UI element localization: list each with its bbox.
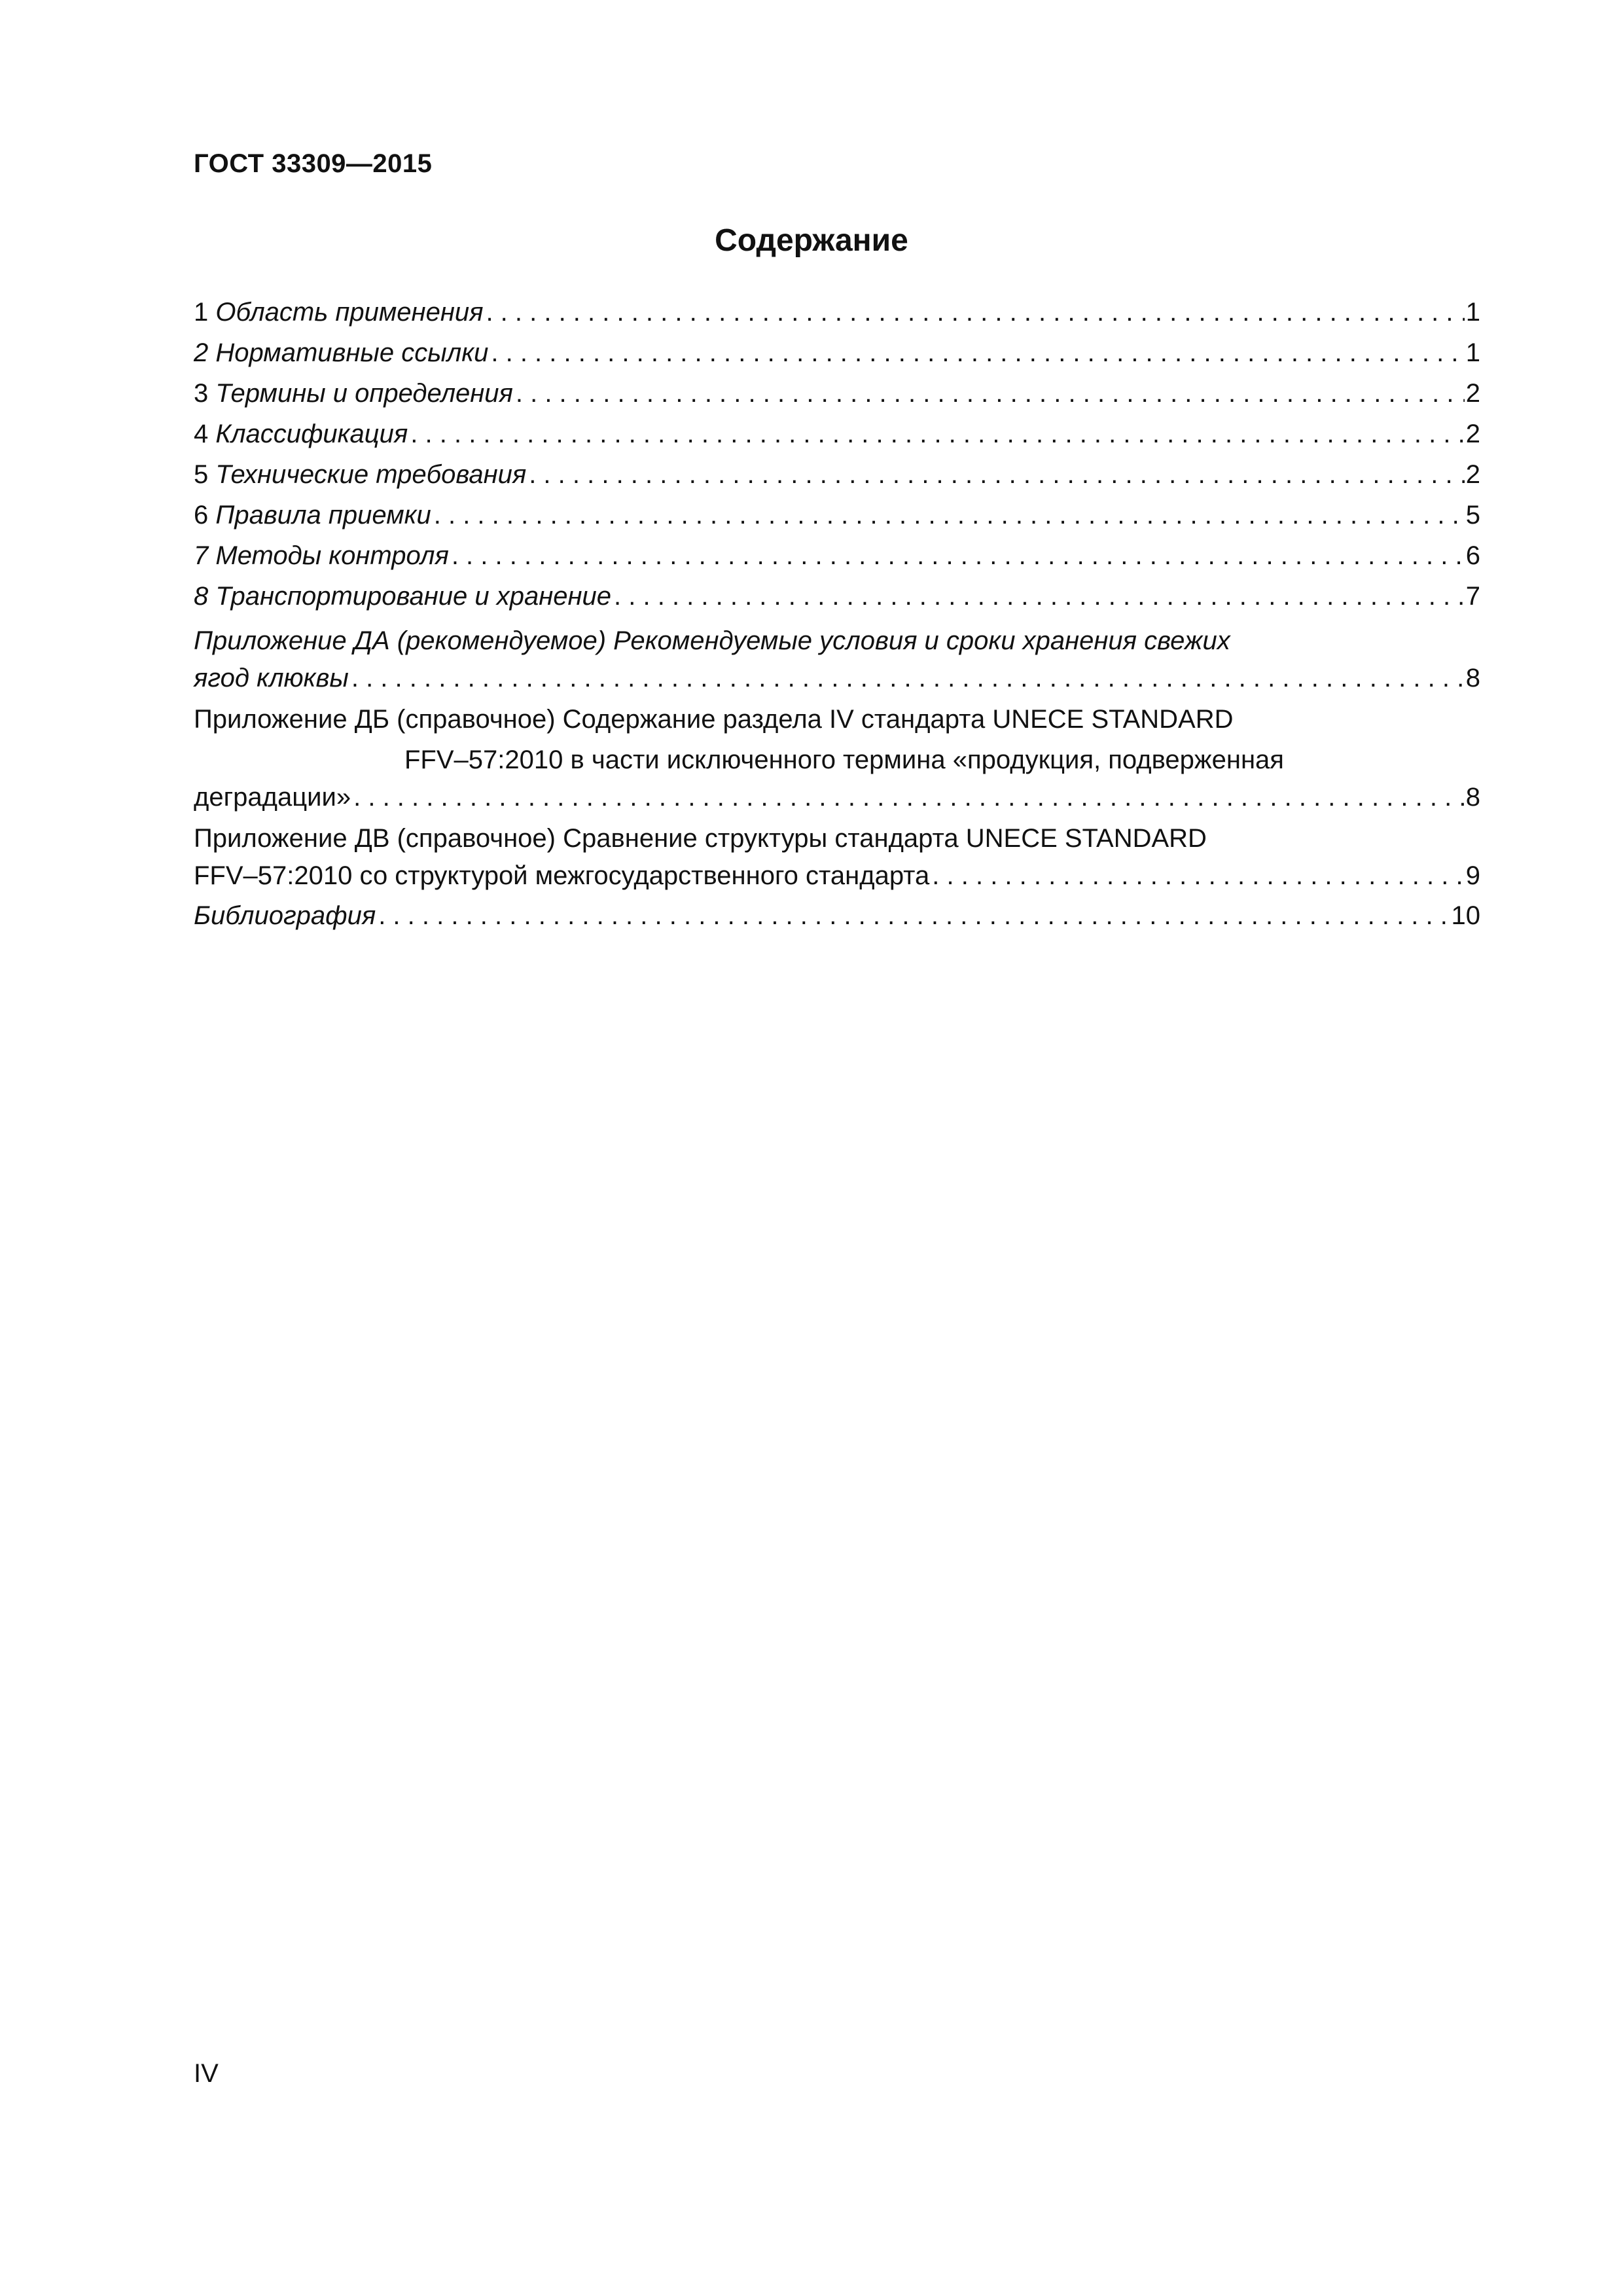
toc-entry-title: Нормативные ссылки [215,338,489,367]
appendix-title-line: FFV–57:2010 в части исключенного термина «продукция, подверженная [404,745,1284,774]
toc-entry-8[interactable] [194,576,1480,617]
toc-appendix-db[interactable] [194,699,1480,814]
toc-entry-page: 8 [1465,783,1480,812]
toc-entry-number: 4 [194,420,209,448]
toc-entry-number: 7 [194,541,209,570]
toc-entry-number: 6 [194,501,209,529]
toc-entry-2[interactable] [194,332,1480,373]
toc-entry-title: Библиография [194,901,376,930]
appendix-title-line: Приложение ДА (рекомендуемое) Рекомендуемые условия и сроки хранения свежих [194,626,1230,655]
leader-dots [353,780,1465,814]
toc-entry-page: 10 [1451,901,1480,930]
toc-entry-number: 8 [194,582,209,611]
toc-appendix-dv[interactable] [194,818,1480,893]
toc-entry-page: 1 [1465,338,1480,367]
leader-dots [516,373,1465,414]
toc-entry-3[interactable] [194,373,1480,414]
toc-entry-title: Область применения [215,298,484,327]
toc-entry-1[interactable] [194,292,1480,332]
table-of-contents [194,292,1480,936]
page-number: IV [194,2059,219,2088]
toc-title: Содержание [715,223,908,258]
leader-dots [410,414,1464,454]
toc-entry-page: 1 [1465,298,1480,327]
toc-entry-number: 3 [194,379,209,408]
toc-entry-title: Термины и определения [215,379,513,408]
leader-dots [486,292,1464,332]
leader-dots [529,454,1465,495]
appendix-title-last-line: ягод клюквы [194,664,349,692]
appendix-title-last-line: FFV–57:2010 со структурой межгосударственного стандарта [194,861,930,890]
leader-dots [452,535,1465,576]
appendix-title-line: Приложение ДБ (справочное) Содержание раздела IV стандарта UNECE STANDARD [194,705,1234,734]
toc-entry-5[interactable] [194,454,1480,495]
leader-dots [351,661,1465,695]
toc-entry-page: 2 [1465,379,1480,408]
leader-dots [434,495,1465,535]
document-code: ГОСТ 33309—2015 [194,149,433,178]
toc-entry-number: 5 [194,460,209,489]
toc-entry-page: 7 [1465,582,1480,611]
leader-dots [491,332,1464,373]
toc-entry-title: Транспортирование и хранение [215,582,612,611]
toc-entry-page: 2 [1465,420,1480,448]
appendix-title-last-line: деградации» [194,783,351,812]
toc-entry-title: Методы контроля [215,541,449,570]
appendix-title-line: Приложение ДВ (справочное) Сравнение структуры стандарта UNECE STANDARD [194,824,1207,853]
toc-entry-number: 2 [194,338,209,367]
toc-entry-number: 1 [194,298,209,327]
toc-entry-bibliography[interactable] [194,895,1480,936]
toc-entry-page: 9 [1465,861,1480,890]
toc-entry-title: Правила приемки [215,501,431,529]
toc-entry-page: 2 [1465,460,1480,489]
toc-entry-title: Классификация [215,420,408,448]
leader-dots [932,859,1464,893]
toc-entry-7[interactable] [194,535,1480,576]
toc-entry-4[interactable] [194,414,1480,454]
toc-entry-page: 5 [1465,501,1480,529]
toc-entry-title: Технические требования [215,460,527,489]
toc-appendix-da[interactable] [194,620,1480,695]
leader-dots [614,576,1465,617]
toc-entry-6[interactable] [194,495,1480,535]
toc-entry-page: 6 [1465,541,1480,570]
toc-entry-page: 8 [1465,664,1480,692]
leader-dots [378,895,1450,936]
